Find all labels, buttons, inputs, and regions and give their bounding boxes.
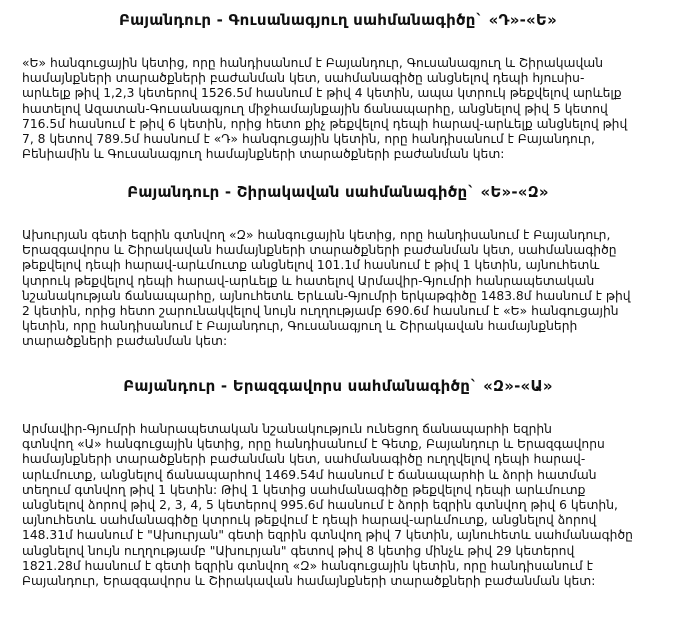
paragraph-line: այնուհետև սահմանագիծը կտրուկ թեքվում է դեպի հարավ-արևմուտք, անցնելով ձորով bbox=[22, 513, 597, 528]
paragraph-line: «Ե» հանգուցային կետից, որը հանդիսանում է Բայանդուր, Գուսանագյուղ և Շիրակավան bbox=[22, 56, 604, 70]
paragraph-line: կետին, որը հանդիսանում է Բայանդուր, Գուսանագյուղ և Շիրակավան համայնքների bbox=[22, 319, 578, 334]
paragraph-line: անցնելով նույն ուղղությամբ "Ախուրյան" գետով թիվ 8 կետից մինչև թիվ 29 կետերով bbox=[22, 543, 575, 558]
paragraph-line: Բենիամին և Գուսանագյուղ համայնքների տարածքների բաժանման կետ: bbox=[22, 147, 505, 162]
paragraph-line: նշանակության ճանապարհը, այնուհետև Երևան-Գյումրի երկաթգիծը 1483.8մ հասնում է թիվ bbox=[22, 288, 631, 303]
section-bayandur-shirakavan bbox=[22, 182, 654, 350]
paragraph-line: թեքվելով դեպի հարավ-արևմուտք անցնելով 101.1մ հասնում է թիվ 1 կետին, այնուհետև bbox=[22, 258, 600, 273]
section-heading: Բայանդուր - Շիրակավան սահմանագիծը` «Ե»-«Զ» bbox=[127, 183, 549, 201]
section-paragraph bbox=[22, 228, 654, 350]
paragraph-line: կտրուկ թեքվելով դեպի հարավ-արևելք և հատելով Արմավիր-Գյումրի հանրապետական bbox=[22, 273, 595, 288]
paragraph-line: 7, 8 կետով 789.5մ հասնում է «Դ» հանգուցային կետին, որը հանդիսանում է Բայանդուր, bbox=[22, 132, 595, 147]
paragraph-line: հատելով Ազատան-Գուսանագյուղ միջհամայնքային ճանապարհը, անցնելով թիվ 5 կետով bbox=[22, 101, 608, 116]
paragraph-line: տեղում գտնվող թիվ 1 կետին: Թիվ 1 կետից սահմանագիծը թեքվելով դեպի արևմուտք bbox=[22, 482, 586, 497]
paragraph-line: 2 կետին, որից հետո շարունակվելով նույն ուղղությամբ 690.6մ հասնում է «Ե» հանգուցային bbox=[22, 304, 619, 319]
paragraph-line: համայնքների տարածքների բաժանման կետ, սահմանագիծը ուղղվելով դեպի հարավ- bbox=[22, 452, 586, 467]
paragraph-line: Ախուրյան գետի եզրին գտնվող «Զ» հանգուցային կետից, որը հանդիսանում է Բայանդուր, bbox=[22, 228, 611, 242]
paragraph-line: Երազգավորս և Շիրակավան համայնքների տարածքների բաժանման կետ, սահմանագիծը bbox=[22, 243, 617, 258]
section-heading: Բայանդուր - Գուսանագյուղ սահմանագիծը` «Դ»-«Ե» bbox=[119, 11, 557, 29]
paragraph-line: արևելք թիվ 1,2,3 կետերով 1526.5մ հասնում է թիվ 4 կետին, ապա կտրուկ թեքվելով արևելք bbox=[22, 86, 622, 101]
paragraph-line: Արմավիր-Գյումրի հանրապետական նշանակություն ունեցող ճանապարհի եզրին bbox=[22, 422, 552, 436]
paragraph-line: 148.31մ հասնում է "Ախուրյան" գետի եզրին գտնվող թիվ 7 կետին, այնուհետև սահմանագիծը bbox=[22, 528, 633, 543]
paragraph-line: արևմուտք, անցնելով ճանապարհով 1469.54մ հասնում է ճանապարհի և ձորի հատման bbox=[22, 467, 597, 482]
paragraph-line: 1821.28մ հասնում է գետի եզրին գտնվող «Զ» հանգուցային կետին, որը հանդիսանում է bbox=[22, 558, 593, 573]
paragraph-line: անցնելով ձորով թիվ 2, 3, 4, 5 կետերով 995.6մ հասնում է ձորի եզրին գտնվող թիվ 6 կետին, bbox=[22, 498, 618, 513]
paragraph-line: համայնքների տարածքների բաժանման կետ, սահմանագիծը անցնելով դեպի հյուսիս- bbox=[22, 71, 585, 86]
section-paragraph bbox=[22, 422, 654, 589]
paragraph-line: գտնվող «Ա» հանգուցային կետից, որը հանդիսանում է Գետք, Բայանդուր և Երազգավորս bbox=[22, 437, 605, 452]
paragraph-line: Բայանդուր, Երազգավորս և Շիրակավան համայնքների տարածքների բաժանման կետ: bbox=[22, 574, 596, 589]
section-bayandur-yerazgavors bbox=[22, 376, 654, 589]
section-heading: Բայանդուր - Երազգավորս սահմանագիծը` «Զ»-«Ա» bbox=[123, 377, 553, 395]
paragraph-line: տարածքների բաժանման կետ: bbox=[22, 334, 228, 349]
section-paragraph bbox=[22, 56, 654, 162]
section-bayandur-gusanagyugh bbox=[22, 10, 654, 162]
paragraph-line: 716.5մ հասնում է թիվ 6 կետին, որից հետո քիչ թեքվելով դեպի հարավ-արևելք անցնելով թիվ bbox=[22, 116, 628, 131]
